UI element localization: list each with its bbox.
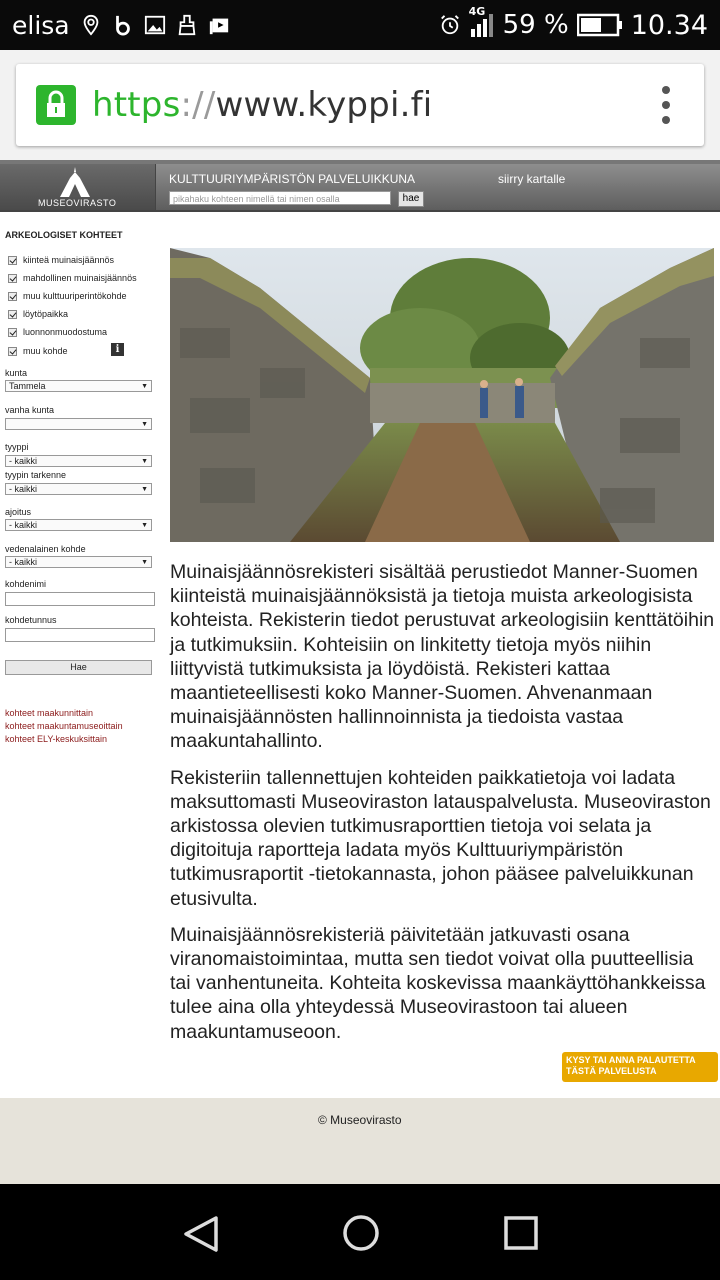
ajoitus-select[interactable]: - kaikki ▼ [5, 519, 152, 531]
url-text[interactable] [92, 85, 432, 125]
tyyppi-label: tyyppi [5, 442, 29, 452]
checkbox-label: kiinteä muinaisjäännös [23, 255, 115, 265]
museovirasto-logo[interactable] [0, 164, 156, 210]
checkbox-label: mahdollinen muinaisjäännös [23, 273, 137, 283]
carrier-name: elisa [12, 10, 70, 40]
excavation-photo [170, 248, 714, 542]
copyright: © Museovirasto [318, 1113, 402, 1127]
tyypin-tarkenne-select[interactable]: - kaikki ▼ [5, 483, 152, 495]
alarm-icon [439, 14, 461, 36]
tyyppi-select[interactable]: - kaikki ▼ [5, 455, 152, 467]
checkbox-label: löytöpaikka [23, 309, 69, 319]
link-maakunnittain[interactable]: kohteet maakunnittain [5, 708, 94, 718]
checkbox[interactable] [8, 310, 17, 319]
battery-percent: 59 % [502, 10, 569, 40]
kohdenimi-input[interactable] [5, 592, 155, 606]
checkbox[interactable] [8, 256, 17, 265]
site-header [0, 164, 720, 212]
checkbox-row[interactable] [8, 346, 68, 356]
search-button[interactable]: hae [398, 191, 424, 207]
kohdetunnus-input[interactable] [5, 628, 155, 642]
checkbox[interactable] [8, 274, 17, 283]
checkbox[interactable] [8, 347, 17, 356]
main-content [170, 560, 718, 1056]
checkbox-label: muu kulttuuriperintökohde [23, 291, 127, 301]
kohdenimi-label: kohdenimi [5, 579, 47, 589]
url-host: www.kyppi.fi [215, 85, 433, 125]
checkbox[interactable] [8, 328, 17, 337]
map-link[interactable]: siirry kartalle [498, 172, 566, 186]
back-icon[interactable] [180, 1214, 222, 1254]
lock-icon[interactable] [36, 85, 76, 125]
checkbox-row[interactable] [8, 291, 127, 301]
network-type: 4G [468, 5, 486, 18]
home-icon[interactable] [341, 1213, 381, 1253]
ajoitus-label: ajoitus [5, 507, 32, 517]
checkbox-row[interactable] [8, 273, 137, 283]
kunta-select[interactable]: Tammela ▼ [5, 380, 152, 392]
navigation-bar [0, 1184, 720, 1280]
url-protocol: https [92, 85, 181, 125]
checkbox-label: luonnonmuodostuma [23, 327, 108, 337]
vanha-kunta-label: vanha kunta [5, 405, 55, 415]
cleaner-icon [176, 14, 198, 36]
link-ely-keskuksittain[interactable]: kohteet ELY-keskuksittain [5, 734, 108, 744]
info-icon[interactable]: i [111, 343, 124, 356]
checkbox-row[interactable] [8, 327, 107, 337]
battery-icon [577, 13, 623, 37]
quick-search-input[interactable]: pikahaku kohteen nimellä tai nimen osalla [169, 191, 391, 205]
vanha-kunta-select[interactable] [5, 418, 152, 430]
checkbox-label: muu kohde [23, 346, 68, 356]
link-maakuntamuseoittain[interactable]: kohteet maakuntamuseoittain [5, 721, 123, 731]
checkbox-row[interactable] [8, 309, 68, 319]
media-icon [208, 14, 230, 36]
status-bar [0, 0, 720, 50]
tyypin-tarkenne-label: tyypin tarkenne [5, 470, 67, 480]
feedback-line-2: TÄSTÄ PALVELUSTA [566, 1066, 657, 1076]
section-title: ARKEOLOGISET KOHTEET [5, 230, 123, 240]
vedenalainen-label: vedenalainen kohde [5, 544, 86, 554]
intro-paragraph: Muinaisjäännösrekisteri sisältää perustiedot Manner-Suomen kiinteistä muinaisjäännöksistä ja tietoja muista arkeologisista kohteista. Rekisterin tiedot perustuvat arkeologisiin kenttätöihin ja tutkimuksiin. Kohteisiin on linkitetty tietoja myös niihin liittyvistä tutkimuksista ja löydöistä. Rekisteri kattaa maantieteellisesti koko Manner-Suomen. Ahvenanmaan muinaisjäännösten hallinnoinnista ja tiedoista vastaa maakuntahallinto. [170, 561, 715, 753]
clock: 10.34 [630, 9, 708, 41]
vedenalainen-select[interactable]: - kaikki ▼ [5, 556, 152, 568]
overflow-menu-icon[interactable] [662, 86, 670, 124]
submit-button[interactable]: Hae [5, 660, 152, 675]
browser-toolbar [0, 50, 720, 160]
checkbox[interactable] [8, 292, 17, 301]
kunta-label: kunta [5, 368, 28, 378]
site-footer [0, 1098, 720, 1184]
recents-icon[interactable] [503, 1215, 539, 1251]
logo-text: MUSEOVIRASTO [38, 198, 117, 208]
data-paragraph: Rekisteriin tallennettujen kohteiden paikkatietoja voi ladata maksuttomasti Museoviraston latauspalvelusta. Museoviraston arkistossa olevien tutkimusraporttien tietoja voi selata ja digitoituja raportteja ladata myös Kulttuuriympäristön tutkimusraportit -tietokannasta, johon pääsee palveluikkunan etusivulta. [170, 766, 711, 910]
filter-sidebar [0, 212, 162, 1082]
address-bar[interactable] [16, 64, 704, 146]
image-icon [144, 14, 166, 36]
feedback-line-1: KYSY TAI ANNA PALAUTETTA [566, 1055, 696, 1065]
location-icon [80, 14, 102, 36]
disclaimer-paragraph: Muinaisjäännösrekisteriä päivitetään jatkuvasti osana viranomaistoimintaa, mutta sen tiedot voivat olla puutteellisia tai vanhentuneita. Kohteita koskevissa maankäyttöhankkeissa tulee aina olla yhteydessä Museovirastoon tai alueen maakuntamuseoon. [170, 923, 706, 1043]
url-separator: :// [180, 85, 216, 125]
b-app-icon [112, 14, 134, 36]
feedback-button[interactable] [562, 1052, 718, 1082]
web-page [0, 160, 720, 1184]
checkbox-row[interactable] [8, 255, 114, 265]
kohdetunnus-label: kohdetunnus [5, 615, 57, 625]
site-title[interactable]: KULTTUURIYMPÄRISTÖN PALVELUIKKUNA [169, 172, 416, 186]
